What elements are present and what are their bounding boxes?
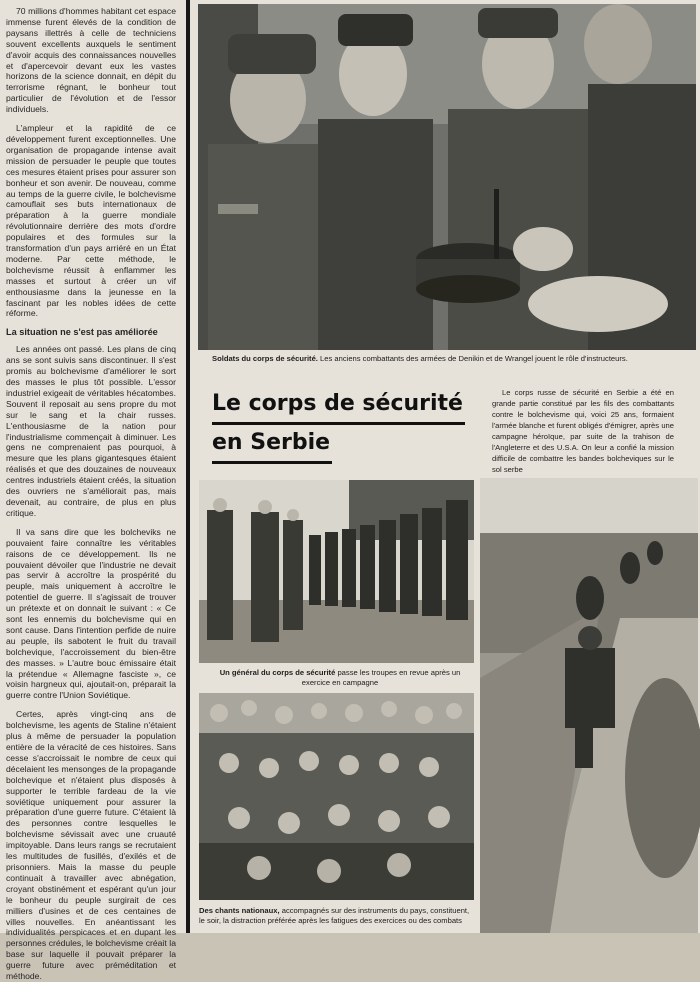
right-photo-field-patrol <box>480 478 698 933</box>
bottom-photo-caption <box>199 906 477 925</box>
article-paragraph: Certes, après vingt-cinq ans de bolchevisme, les agents de Staline n'étaient plus à même de persuader la population entière de la véracité de ces histoires. Sans cesse s'accroissait le nombre de ceux qui décelaient les mensonges de la propagande bolchevique et n'étaient plus disposés à supporter le terrible fardeau de la vie soviétique uniquement pour assurer la préparation d'une guerre future. C'étaient là des personnes contre lesquelles le bolchevisme sévissait avec une cruauté impitoyable. Dans leurs rangs se recrutaient les multitudes de fusillés, d'exilés et de prisonniers. Mais la masse du peuple continuait à travailler avec abnégation, croyant obstinément et espérant qu'un jour le bonheur du peuple surgirait de ces milliers d'usines et de ces centaines de villes nouvelles. En anéantissant les individualités perspicaces et en dupant les personnes crédules, le bolchevisme créait la base sur laquelle il pouvait préparer la guerre future avec préméditation et méthode. <box>6 709 176 982</box>
section-heading: La situation ne s'est pas améliorée <box>6 327 158 338</box>
middle-photo-caption <box>214 668 466 687</box>
article-paragraph: 70 millions d'hommes habitant cet espace immense furent élevés de la condition de paysans illettrés à celle de techniciens souvent excellents auxquels le sentiment d'avoir acquis des connaissances nouvelles et d'apercevoir devant eux les vastes horizons de la science donnait, en dépit du terrorisme régnant, le bonheur tout particulier de l'évolution et de l'essor individuels. <box>6 6 176 115</box>
article-intro <box>492 387 674 475</box>
caption-text: Les anciens combattants des armées de Denikin et de Wrangel jouent le rôle d'instructeurs. <box>320 354 628 363</box>
caption-text: accompagnés sur des instruments du pays, constituent, le soir, la distraction préférée après les fatigues des exercices ou des combats <box>199 906 470 925</box>
caption-text: passe les troupes en revue après un exercice en campagne <box>301 668 461 687</box>
left-text-column <box>0 0 184 982</box>
caption-lead: Soldats du corps de sécurité. <box>212 354 318 363</box>
bottom-photo-singing <box>199 693 474 900</box>
article-paragraph: Il va sans dire que les bolcheviks ne pouvaient faire connaître les véritables raisons de ce développement. Ils ne pouvaient dévoiler que l'industrie ne devait pas servir à accroître la prospérité du peuple, mais uniquement à accroître le potentiel de guerre. Il s'agissait de trouver un prétexte et on donnait le suivant : « Ce sont les ennemis du bolchevisme qui en sont cause. Dans l'intention perfide de nuire au peuple, ils sabotent le fruit du travail bolchevique, l'accroissement du bien-être des masses. » L'autre bouc émissaire était la prétendue « Allemagne fasciste », ce voisin hargneux qui, ajoutait-on, préparait la guerre contre l'Union Soviétique. <box>6 526 176 701</box>
article-paragraph: L'ampleur et la rapidité de ce développement furent exceptionnelles. Une organisation de propagande intense avait mission de persuader le peuple que toutes ces mesures étaient prises pour assurer son bonheur et son avenir. De nouveau, comme au temps de la guerre civile, le bolchevisme camouflait ses buts internationaux de préparation à la guerre mondiale révolutionnaire derrière des mots d'ordre populaires et des formules sur la transformation d'un pays arriéré en un État moderne. Par cette méthode, le bolchevisme réussit à enflammer les masses et surtout à créer un vif enthousiasme dans la jeunesse en la fascinant par les nobles idées de cette réforme. <box>6 123 176 319</box>
middle-photo-inspection <box>199 480 474 663</box>
top-photo-soldiers <box>198 4 696 350</box>
caption-lead: Des chants nationaux, <box>199 906 280 915</box>
column-divider <box>186 0 190 933</box>
title-line-1: Le corps de sécurité <box>212 386 465 425</box>
top-photo-caption <box>212 354 692 364</box>
article-title <box>212 386 482 464</box>
intro-paragraph: Le corps russe de sécurité en Serbie a été en grande partie constitué par les fils des combattants contre le bolchevisme qui, voici 25 ans, formaient l'armée blanche et furent obligés d'émigrer, après une campagne héroïque, par suite de la trahison de l'Angleterre et des U.S.A. On leur a confié la mission difficile de combattre les bandes bolcheviques sur le sol serbe <box>492 388 674 474</box>
title-line-2: en Serbie <box>212 425 332 464</box>
caption-lead: Un général du corps de sécurité <box>219 668 336 677</box>
article-paragraph: Les années ont passé. Les plans de cinq ans se sont suivis sans discontinuer. Il s'est promis au bolchevisme d'améliorer le sort des masses le plus tôt possible. L'essor industriel exigeait de véritables hécatombes. Souvent il reposait au sens propre du mot sur le sang et la chair russes. L'enthousiasme de la nation pour l'industrialisme commençait à diminuer. Les gens ne comprenaient pas pourquoi, à mesure que les plans gigantesques étaient réalisés et que des douzaines de nouveaux centres industriels étaient créés, la situation des ouvriers ne s'améliorait pas, mais devenait, au contraire, de plus en plus critique. <box>6 344 176 518</box>
